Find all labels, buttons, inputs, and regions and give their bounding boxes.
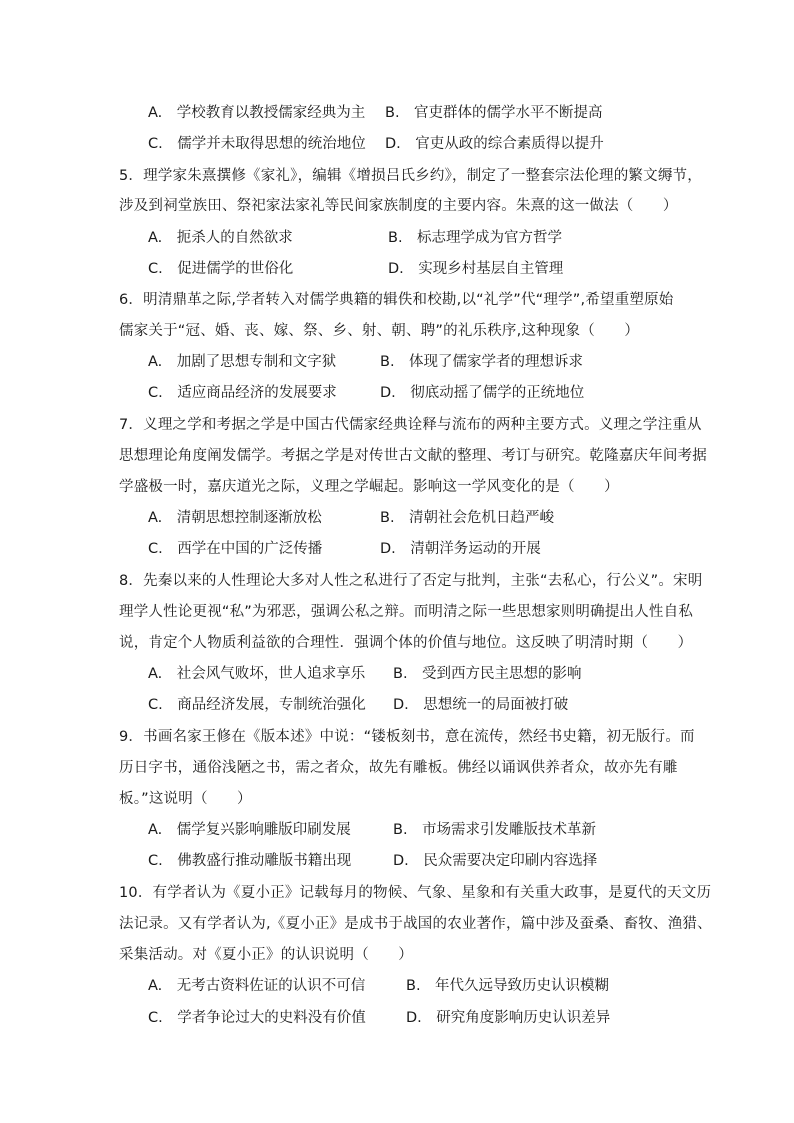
q7-option-a: A. 清朝思想控制逐渐放松 xyxy=(148,510,322,526)
q8-stem-line-1: 8．先秦以来的人性理论大多对人性之私进行了否定与批判，主张“去私心，行公义”。宋明 xyxy=(119,573,703,589)
q4-option-d: D. 官吏从政的综合素质得以提升 xyxy=(385,136,604,152)
q6-option-c: C. 适应商品经济的发展要求 xyxy=(148,385,337,401)
q9-option-a: A. 儒学复兴影响雕版印刷发展 xyxy=(148,822,351,838)
q10-stem-line-3: 采集活动。对《夏小正》的认识说明（ ） xyxy=(119,947,413,963)
q5-option-c: C. 促进儒学的世俗化 xyxy=(148,261,294,277)
q10-option-d: D. 研究角度影响历史认识差异 xyxy=(406,1010,611,1026)
q8-option-d: D. 思想统一的局面被打破 xyxy=(393,697,569,713)
q6-option-a: A. 加剧了思想专制和文字狱 xyxy=(148,354,337,370)
q6-option-b: B. 体现了儒家学者的理想诉求 xyxy=(380,354,584,370)
q9-option-b: B. 市场需求引发雕版技术革新 xyxy=(393,822,597,838)
q8-stem-line-2: 理学人性论更视“私”为邪恶，强调公私之辩。而明清之际一些思想家则明确提出人性自私 xyxy=(119,604,694,620)
q7-option-d: D. 清朝洋务运动的开展 xyxy=(380,541,541,557)
q4-option-a: A. 学校教育以教授儒家经典为主 xyxy=(148,105,366,121)
q8-option-b: B. 受到西方民主思想的影响 xyxy=(393,666,582,682)
q7-stem-line-1: 7．义理之学和考据之学是中国古代儒家经典诠释与流布的两种主要方式。义理之学注重从 xyxy=(119,417,702,433)
q6-stem-line-1: 6．明清鼎革之际,学者转入对儒学典籍的辑佚和校勘,以“礼学”代“理学”,希望重塑原始 xyxy=(119,292,674,308)
q10-option-b: B. 年代久远导致历史认识模糊 xyxy=(406,978,610,994)
q9-stem-line-1: 9．书画名家王修在《版本述》中说：“镂板刻书，意在流传，然经书史籍，初无版行。而 xyxy=(119,729,695,745)
q7-option-c: C. 西学在中国的广泛传播 xyxy=(148,541,323,557)
q8-stem-line-3: 说，肯定个人物质利益欲的合理性．强调个体的价值与地位。这反映了明清时期（ ） xyxy=(119,635,693,651)
q5-option-a: A. 扼杀人的自然欲求 xyxy=(148,230,293,246)
q10-stem-line-2: 法记录。又有学者认为,《夏小正》是成书于战国的农业著作，篇中涉及蚕桑、畜牧、渔猎、 xyxy=(119,916,712,932)
q9-stem-line-3: 板。”这说明（ ） xyxy=(119,791,252,807)
q6-stem-line-2: 儒家关于“冠、婚、丧、嫁、祭、乡、射、朝、聘”的礼乐秩序,这种现象（ ） xyxy=(119,323,640,339)
q9-option-d: D. 民众需要决定印刷内容选择 xyxy=(393,853,598,869)
q4-option-c: C. 儒学并未取得思想的统治地位 xyxy=(148,136,366,152)
q7-stem-line-3: 学盛极一时，嘉庆道光之际，义理之学崛起。影响这一学风变化的是（ ） xyxy=(119,479,619,495)
q4-option-b: B. 官吏群体的儒学水平不断提高 xyxy=(385,105,603,121)
q7-stem-line-2: 思想理论角度阐发儒学。考据之学是对传世古文献的整理、考订与研究。乾隆嘉庆年间考据 xyxy=(119,448,707,464)
q5-option-d: D. 实现乡村基层自主管理 xyxy=(388,261,564,277)
q5-option-b: B. 标志理学成为官方哲学 xyxy=(388,230,563,246)
q8-option-a: A. 社会风气败坏，世人追求享乐 xyxy=(148,666,366,682)
q6-option-d: D. 彻底动摇了儒学的正统地位 xyxy=(380,385,585,401)
q10-option-c: C. 学者争论过大的史料没有价值 xyxy=(148,1010,366,1026)
q9-stem-line-2: 历日字书，通俗浅陋之书，需之者众，故先有雕板。佛经以诵讽供养者众，故亦先有雕 xyxy=(119,760,678,776)
q7-option-b: B. 清朝社会危机日趋严峻 xyxy=(380,510,555,526)
q5-stem-line-2: 涉及到祠堂族田、祭祀家法家礼等民间家族制度的主要内容。朱熹的这一做法（ ） xyxy=(119,198,678,214)
q8-option-c: C. 商品经济发展，专制统治强化 xyxy=(148,697,366,713)
q5-stem-line-1: 5．理学家朱熹撰修《家礼》，编辑《增损吕氏乡约》，制定了一整套宗法伦理的繁文缛节， xyxy=(119,168,702,184)
q10-option-a: A. 无考古资料佐证的认识不可信 xyxy=(148,978,366,994)
q9-option-c: C. 佛教盛行推动雕版书籍出现 xyxy=(148,853,352,869)
q10-stem-line-1: 10．有学者认为《夏小正》记载每月的物候、气象、星象和有关重大政事，是夏代的天文历 xyxy=(119,885,712,901)
